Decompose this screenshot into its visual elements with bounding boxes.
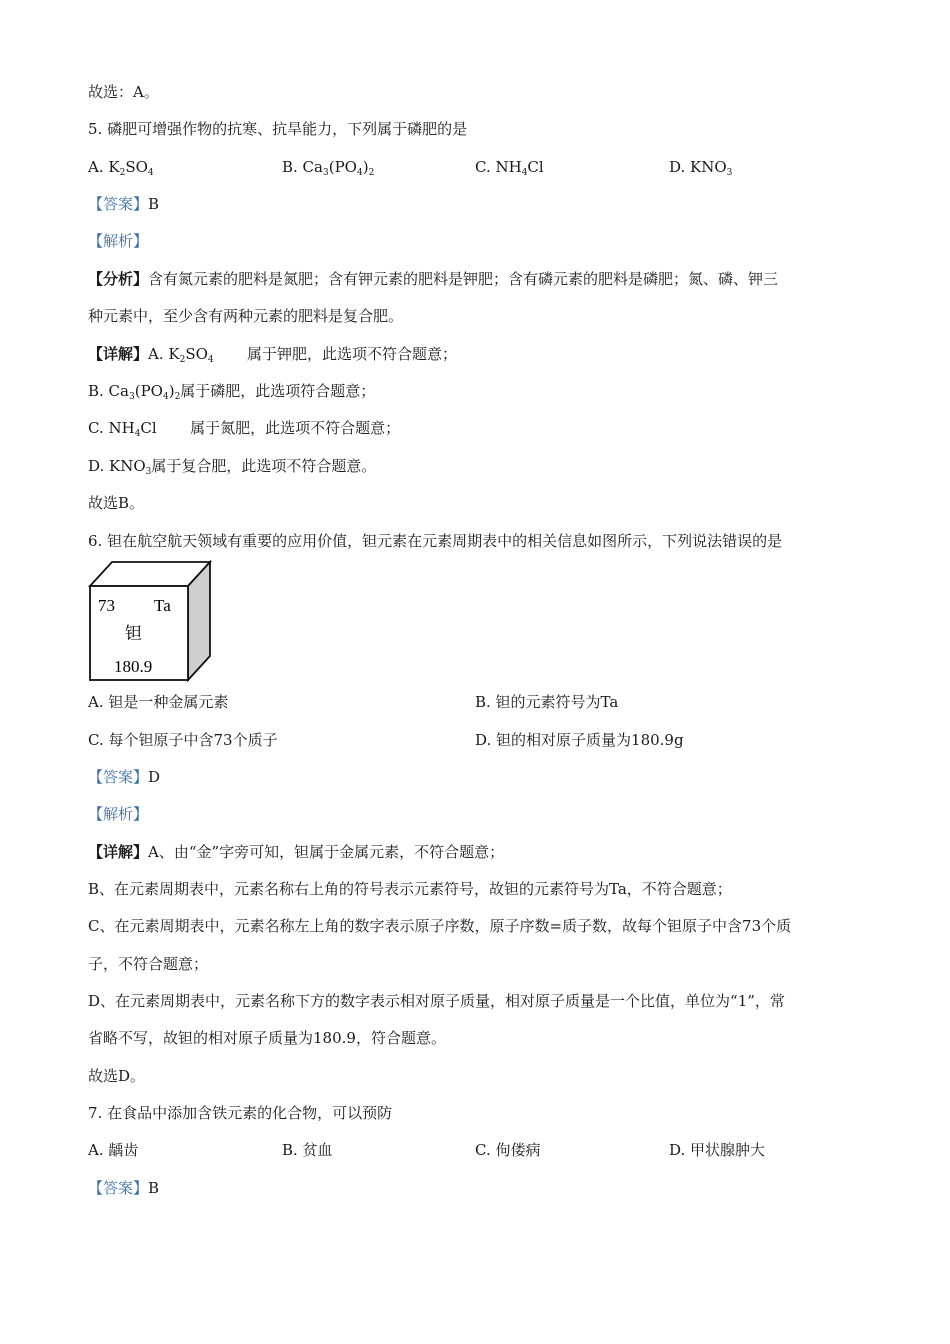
q6-conclusion: 故选D。	[88, 1067, 146, 1085]
q5-fenxi-line-1: 【分析】含有氮元素的肥料是氮肥；含有钾元素的肥料是钾肥；含有磷元素的肥料是磷肥；氮、磷、钾三	[88, 270, 779, 288]
q5-detail-a: 【详解】A. $K_2SO_4$ 属于钾肥，此选项不符合题意；	[88, 345, 458, 365]
q6-detail-3: C、在元素周期表中，元素名称左上角的数字表示原子序数，原子序数=质子数，故每个钽原子中含73个质	[88, 917, 792, 935]
q5-option-a: A. $K_2SO_4$	[88, 158, 154, 178]
q6-detail-1: 【详解】A、由“金”字旁可知，钽属于金属元素，不符合题意；	[88, 843, 505, 861]
q7-option-a: A. 龋齿	[88, 1141, 139, 1159]
q6-option-d: D. 钽的相对原子质量为180.9g	[475, 731, 684, 749]
q5-detail-b: B. $Ca_3(PO_4)_2$属于磷肥，此选项符合题意；	[88, 382, 376, 402]
q6-option-c: C. 每个钽原子中含73个质子	[88, 731, 278, 749]
q5-option-b: B. $Ca_3(PO_4)_2$	[282, 158, 375, 178]
question-5-stem: 5. 磷肥可增强作物的抗寒、抗旱能力，下列属于磷肥的是	[88, 120, 468, 138]
q5-fenxi-line-2: 种元素中，至少含有两种元素的肥料是复合肥。	[88, 307, 404, 325]
q6-analysis-heading: 【解析】	[88, 805, 149, 823]
q5-conclusion: 故选B。	[88, 494, 145, 512]
question-6-stem: 6. 钽在航空航天领域有重要的应用价值，钽元素在元素周期表中的相关信息如图所示，下列说法错误的是	[88, 532, 783, 550]
periodic-table-cell	[88, 560, 214, 684]
q5-option-d: D. $KNO_3$	[669, 158, 733, 178]
atomic-mass: 180.9	[114, 657, 153, 676]
q5-detail-c: C. $NH_4Cl$ 属于氮肥，此选项不符合题意；	[88, 419, 401, 439]
atomic-number: 73	[98, 596, 115, 615]
q7-option-b: B. 贫血	[282, 1141, 333, 1159]
conclusion-line: 故选：A。	[88, 83, 159, 101]
q7-option-c: C. 佝偻病	[475, 1141, 541, 1159]
element-name: 钽	[125, 624, 142, 644]
q6-option-a: A. 钽是一种金属元素	[88, 693, 229, 711]
q6-detail-5: D、在元素周期表中，元素名称下方的数字表示相对原子质量，相对原子质量是一个比值，单位为“1”，常	[88, 992, 785, 1010]
q6-detail-2: B、在元素周期表中，元素名称右上角的符号表示元素符号，故钽的元素符号为Ta，不符合题意；	[88, 880, 732, 898]
element-symbol: Ta	[154, 596, 171, 615]
q5-answer: 【答案】B	[88, 195, 160, 213]
q5-detail-d: D. $KNO_3$属于复合肥，此选项不符合题意。	[88, 457, 377, 477]
q7-answer: 【答案】B	[88, 1179, 160, 1197]
q6-answer: 【答案】D	[88, 768, 161, 786]
q6-option-b: B. 钽的元素符号为Ta	[475, 693, 619, 711]
question-7-stem: 7. 在食品中添加含铁元素的化合物，可以预防	[88, 1104, 393, 1122]
q6-detail-4: 子，不符合题意；	[88, 955, 209, 973]
q5-option-c: C. $NH_4Cl$	[475, 158, 544, 178]
q5-analysis-heading: 【解析】	[88, 232, 149, 250]
q6-detail-6: 省略不写，故钽的相对原子质量为180.9，符合题意。	[88, 1029, 446, 1047]
q7-option-d: D. 甲状腺肿大	[669, 1141, 766, 1159]
